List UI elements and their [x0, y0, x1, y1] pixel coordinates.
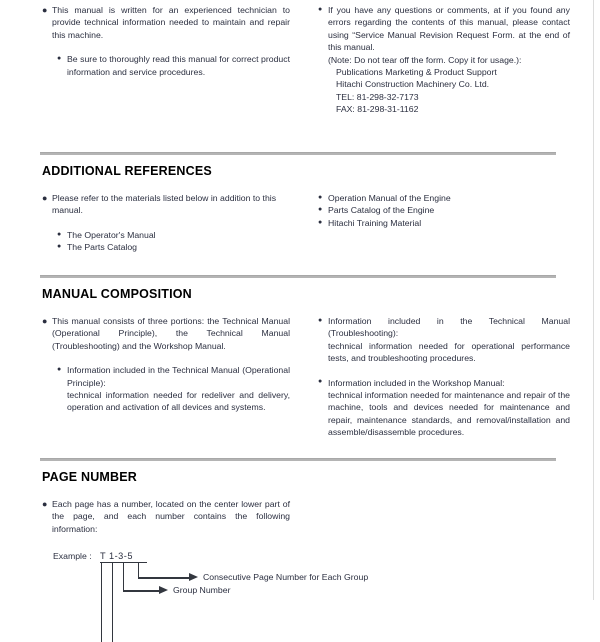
page-number-left-column: [0, 498, 300, 535]
list-item-text: The Operator's Manual: [67, 229, 156, 240]
list-item: [57, 364, 290, 389]
list-item-text: technical information needed for redeliver and delivery, operation and activation of all devices and systems.: [67, 390, 290, 413]
bullet-dot-icon: ●: [42, 193, 48, 203]
spacer: [42, 41, 290, 53]
page-number-right-column: [300, 498, 600, 535]
additional-references-body: [0, 192, 600, 254]
callout-label: Group Number: [173, 585, 231, 596]
intro-left-column: [0, 4, 300, 116]
list-item: [42, 192, 290, 217]
leader-stem-page: [138, 562, 139, 578]
manual-composition-section: [0, 275, 600, 439]
list-item: [318, 204, 570, 216]
list-item-text: Be sure to thoroughly read this manual for correct product information and service procedures.: [67, 54, 290, 77]
list-item-text: The Parts Catalog: [67, 242, 138, 253]
list-item: [57, 229, 290, 241]
spacer: [42, 217, 290, 229]
list-item-text: Information included in the Workshop Manual:: [328, 377, 505, 388]
bullet-dot-icon: ●: [42, 316, 48, 326]
leader-stem-section: [112, 562, 113, 642]
contact-line: Publications Marketing & Product Support: [336, 67, 497, 78]
page-number-section: [0, 458, 600, 631]
list-item: [318, 192, 570, 204]
section-divider: [40, 152, 556, 155]
bullet-dot-icon: ●: [57, 242, 62, 250]
leader-arrow-group: [159, 586, 168, 594]
bullet-dot-icon: ●: [42, 5, 48, 15]
bullet-dot-icon: ●: [57, 365, 62, 373]
revision-form-note: (Note: Do not tear off the form. Copy it for usage.):: [328, 54, 522, 65]
section-heading: ADDITIONAL REFERENCES: [42, 164, 212, 178]
list-item: [318, 4, 570, 54]
list-item: [318, 315, 570, 340]
composition-right-column: [300, 315, 600, 439]
list-item-text: This manual is written for an experienced technician to provide technical information needed to maintain and repair this machine.: [52, 5, 290, 40]
list-item-text: Operation Manual of the Engine: [328, 193, 451, 203]
list-item-text: Please refer to the materials listed below in addition to this manual.: [52, 193, 277, 216]
example-label: Example :: [53, 551, 92, 562]
example-code: T 1-3-5: [100, 551, 133, 562]
list-item: [57, 241, 290, 253]
leader-stem-prefix: [101, 562, 102, 642]
list-item: [42, 498, 290, 535]
bullet-dot-icon: ●: [318, 193, 323, 201]
leader-line-page: [138, 577, 190, 578]
list-item: [42, 315, 290, 352]
list-item-detail: [318, 340, 570, 365]
bullet-dot-icon: ●: [57, 54, 62, 62]
bullet-dot-icon: ●: [42, 499, 48, 509]
contact-line: Hitachi Construction Machinery Co. Ltd.: [336, 79, 490, 90]
list-item-text: Each page has a number, located on the center lower part of the page, and each number contains the following information:: [52, 499, 290, 534]
bullet-dot-icon: ●: [318, 218, 323, 226]
list-item-text: technical information needed for maintenance and repair of the machine, tools and devices needed for maintenance and repair, maintenance standards, and removal/installation and assemble/disassemble procedures.: [328, 390, 570, 438]
page-number-body: [0, 498, 600, 535]
list-item: [42, 4, 290, 41]
leader-stem-group: [123, 562, 124, 591]
leader-line-group: [123, 590, 160, 591]
list-item: [318, 217, 570, 229]
list-item-text: Parts Catalog of the Engine: [328, 205, 435, 216]
page-number-diagram: [42, 551, 600, 631]
additional-references-section: [0, 152, 600, 254]
section-divider: [40, 275, 556, 278]
leader-arrow-page: [189, 573, 198, 581]
list-item-text: technical information needed for operational performance tests, and troubleshooting procedures.: [328, 340, 570, 364]
list-item-text: Information included in the Technical Manual (Operational Principle):: [67, 365, 290, 388]
bullet-dot-icon: ●: [318, 206, 323, 214]
bullet-dot-icon: ●: [318, 316, 323, 324]
manual-composition-body: [0, 315, 600, 439]
callout-label: Consecutive Page Number for Each Group: [203, 572, 369, 583]
list-item-detail: [57, 389, 290, 414]
list-item-text: Information included in the Technical Manual (Troubleshooting):: [328, 316, 570, 339]
list-item: [57, 53, 290, 78]
section-heading: PAGE NUMBER: [42, 470, 138, 484]
references-right-column: [300, 192, 600, 254]
bullet-dot-icon: ●: [318, 378, 323, 386]
list-item-detail: [318, 389, 570, 439]
spacer: [42, 352, 290, 364]
list-item-text: This manual consists of three portions: the Technical Manual (Operational Principle), the Technical Manual (Troubleshooting) and the Workshop Manual.: [52, 316, 290, 351]
intro-right-column: [300, 4, 600, 116]
bullet-dot-icon: ●: [318, 5, 323, 13]
list-item-text: Hitachi Training Material: [328, 217, 422, 228]
intro-section: [0, 0, 600, 116]
section-heading: MANUAL COMPOSITION: [42, 287, 192, 301]
contact-line: TEL: 81-298-32-7173: [336, 91, 419, 102]
composition-left-column: [0, 315, 300, 439]
list-item-text: If you have any questions or comments, at if you found any errors regarding the contents of this manual, please contact using “Service Manual Revision Request Form. at the end of this manual.: [328, 5, 570, 53]
references-left-column: [0, 192, 300, 254]
spacer: [318, 365, 570, 377]
bullet-dot-icon: ●: [57, 230, 62, 238]
contact-line: FAX: 81-298-31-1162: [336, 104, 419, 115]
section-divider: [40, 458, 556, 461]
list-item: [318, 377, 570, 389]
